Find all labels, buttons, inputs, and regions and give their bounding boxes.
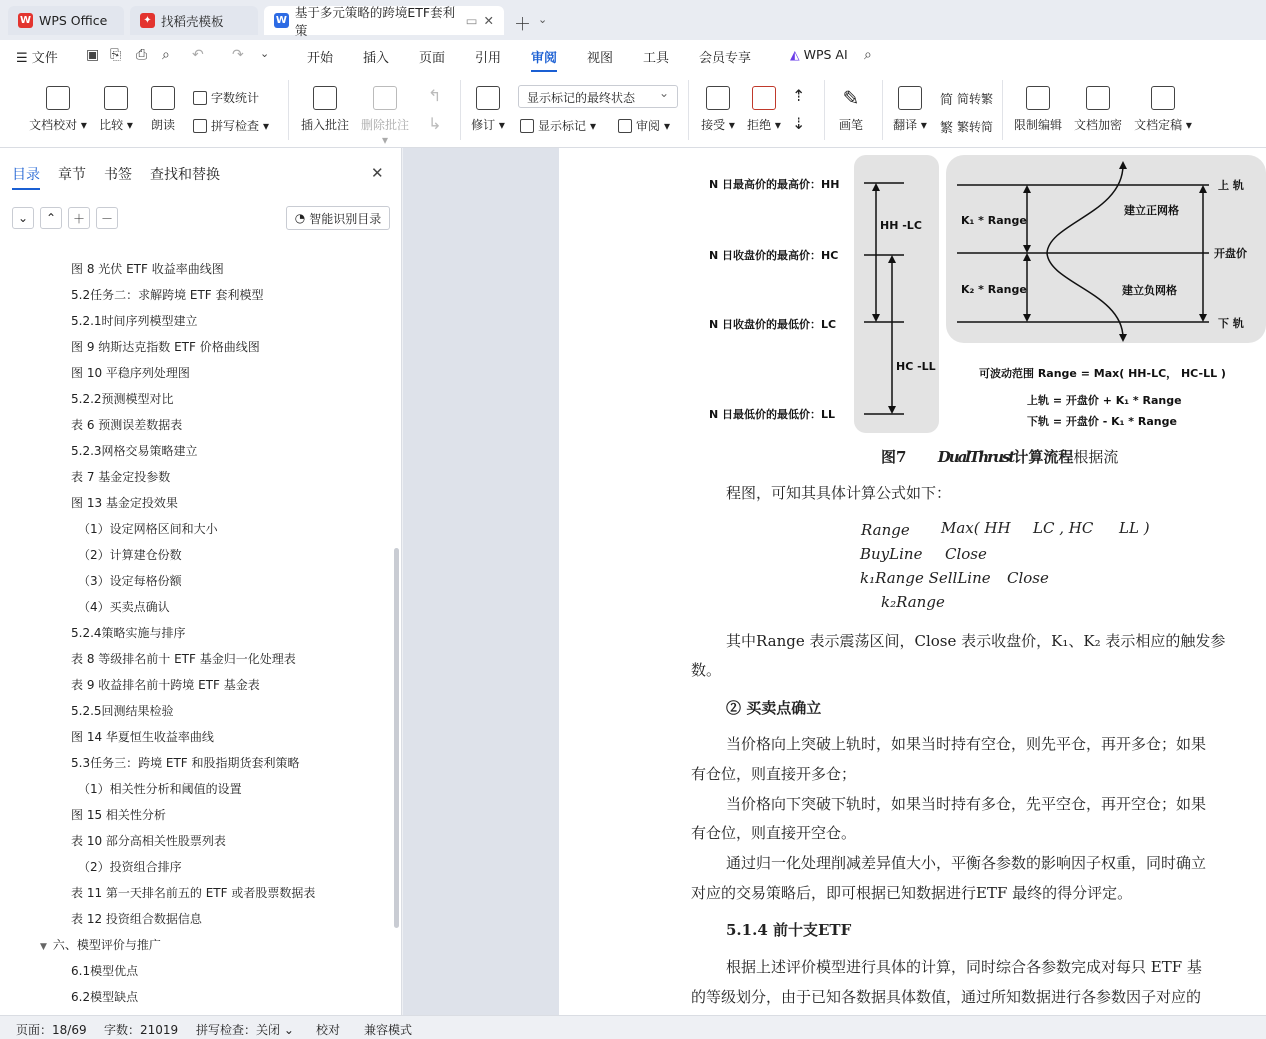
previous-change-icon[interactable]: ⇡ [792, 86, 806, 105]
insert-comment-button[interactable]: 插入批注 [300, 86, 350, 133]
toc-item-label: 5.2.2预测模型对比 [71, 392, 174, 406]
toc-item[interactable] [71, 988, 138, 1005]
ribbon-separator [460, 80, 461, 140]
doc-proof-button[interactable]: 文档校对 ▾ [28, 86, 88, 133]
close-tab-icon[interactable]: ✕ [483, 13, 494, 28]
to-simplified-icon: 繁 [940, 121, 954, 136]
paragraph: 对应的交易策略后，即可根据已知数据进行ETF 最终的得分评定。 [691, 884, 1133, 902]
formula-range: Range [861, 521, 910, 539]
show-markup-button[interactable]: 显示标记 ▾ [520, 117, 596, 134]
toc-item[interactable] [71, 624, 186, 641]
toc-item[interactable] [78, 546, 182, 563]
toc-item[interactable] [71, 702, 174, 719]
toc-item-label: 图 14 华夏恒生收益率曲线 [71, 730, 214, 744]
menu-review[interactable]: 审阅 [531, 47, 557, 66]
toc-item[interactable] [71, 260, 224, 277]
compat-mode-status: 兼容模式 [364, 1023, 413, 1037]
show-markup-icon [520, 119, 534, 133]
paragraph: 当价格向下突破下轨时，如果当时持有多仓，先平空仓，再开空仓；如果 [726, 795, 1207, 813]
next-comment-icon[interactable]: ↳ [428, 114, 442, 133]
label-buy-grid: 建立正网格 [1124, 204, 1179, 217]
new-tab-icon[interactable]: ＋ [514, 15, 531, 35]
toc-item[interactable] [71, 338, 260, 355]
tab-toc[interactable]: 目录 [12, 164, 40, 184]
spell-check-icon [193, 119, 207, 133]
document-page[interactable] [559, 148, 1266, 1015]
label-ll: N 日最低价的最低价：LL [709, 408, 836, 421]
expand-triangle-icon[interactable]: ▼ [40, 942, 47, 952]
toc-item-label: （3）设定每格份额 [78, 574, 182, 588]
formula-ll: LL ) [1119, 519, 1150, 537]
simplified-to-traditional-button[interactable]: 简 简转繁 [940, 89, 993, 108]
toc-item[interactable] [71, 754, 300, 771]
add-heading-button[interactable] [68, 207, 90, 229]
menu-view[interactable]: 视图 [587, 51, 614, 66]
print-icon[interactable]: ⎙ [136, 47, 148, 63]
formula-close-1: Close [945, 545, 987, 563]
paragraph: 当价格向上突破上轨时，如果当时持有空仓，则先平仓，再开多仓；如果 [726, 735, 1207, 753]
toc-item-label: 表 9 收益排名前十跨境 ETF 基金表 [71, 678, 260, 692]
toc-item[interactable] [71, 676, 260, 693]
formula-close-2: Close [1007, 569, 1049, 587]
undo-icon[interactable]: ↶ [192, 47, 204, 63]
label-hh-lc: HH -LC [880, 219, 922, 232]
toc-item-label: 6.1模型优点 [71, 964, 139, 978]
spell-check-status[interactable]: 拼写检查：关闭 ⌄ [196, 1023, 294, 1037]
save-icon[interactable]: ▣ [86, 47, 100, 63]
toc-item[interactable] [71, 806, 166, 823]
toc-item-label: 5.2任务二：求解跨境 ETF 套利模型 [71, 288, 264, 302]
compare-icon [104, 86, 128, 110]
toc-item-label: 图 8 光伏 ETF 收益率曲线图 [71, 262, 224, 276]
toc-item-label: 六、模型评价与推广 [52, 938, 161, 952]
toc-item-label: 表 8 等级排名前十 ETF 基金归一化处理表 [71, 652, 296, 666]
file-menu[interactable]: ☰ 文件 [16, 51, 58, 66]
finalize-icon [1151, 86, 1175, 110]
toc-item[interactable] [71, 884, 315, 901]
insert-comment-icon [313, 86, 337, 110]
smart-toc-icon: ◔ [294, 211, 306, 225]
label-hc-ll: HC -LL [896, 360, 936, 373]
proof-status[interactable]: 校对 [316, 1023, 341, 1037]
tab-label: 找稻壳模板 [161, 13, 224, 29]
search-icon[interactable]: ⌕ [864, 47, 872, 63]
menu-page[interactable]: 页面 [419, 51, 446, 66]
restrict-edit-icon [1026, 86, 1050, 110]
wps-logo-icon: W [19, 15, 32, 26]
tab-wps-office[interactable] [8, 6, 124, 35]
encrypt-icon [1086, 86, 1110, 110]
tab-docer-templates[interactable] [130, 6, 258, 35]
dual-thrust-figure [699, 148, 1266, 438]
lower-formula: 下轨 = 开盘价 - K₁ * Range [1027, 415, 1177, 428]
toc-item[interactable] [78, 520, 218, 537]
ribbon-separator [882, 80, 883, 140]
doc-proof-icon [46, 86, 70, 110]
delete-comment-button[interactable]: 删除批注 ▾ [360, 86, 410, 147]
finalize-button[interactable]: 文档定稿 ▾ [1132, 86, 1194, 133]
accept-icon [706, 86, 730, 110]
label-lower: 下 轨 [1218, 317, 1244, 330]
formula-k2range: k₂Range [881, 593, 945, 611]
close-pane-icon[interactable]: ✕ [371, 164, 384, 182]
to-traditional-icon: 简 [940, 93, 954, 108]
formula-sellline: k₁Range SellLine [860, 569, 991, 587]
label-k1: K₁ * Range [961, 214, 1027, 227]
toc-item[interactable] [71, 910, 202, 927]
toc-item[interactable] [71, 832, 226, 849]
menu-references[interactable]: 引用 [475, 51, 502, 66]
range-formula: 可波动范围 Range = Max( HH-LC， HC-LL ) [979, 367, 1226, 380]
paragraph: 程图，可知其具体计算公式如下： [726, 484, 952, 502]
toc-item[interactable] [71, 312, 198, 329]
previous-comment-icon[interactable]: ↰ [428, 86, 442, 105]
toc-item[interactable] [71, 650, 296, 667]
label-hh: N 日最高价的最高价：HH [709, 178, 840, 191]
label-upper: 上 轨 [1218, 179, 1244, 192]
markup-state-select[interactable]: 显示标记的最终状态 ⌄ [518, 85, 678, 108]
paragraph: 数。 [691, 661, 722, 679]
toc-item[interactable] [71, 416, 182, 433]
upper-formula: 上轨 = 开盘价 + K₁ * Range [1027, 394, 1182, 407]
collapse-up-button[interactable] [40, 207, 62, 229]
section-heading: 5.1.4 前十支ETF [726, 921, 852, 939]
toc-item-label: 6.2模型缺点 [71, 990, 139, 1004]
toc-scrollbar[interactable] [394, 548, 399, 928]
toc-item[interactable] [78, 598, 170, 615]
paragraph: 根据上述评价模型进行具体的计算，同时综合各参数完成对每只 ETF 基 [726, 958, 1202, 976]
toc-item[interactable] [71, 494, 178, 511]
label-sell-grid: 建立负网格 [1122, 284, 1177, 297]
menu-insert[interactable]: 插入 [363, 51, 390, 66]
translate-icon [898, 86, 922, 110]
toc-item-label: （1）相关性分析和阈值的设置 [78, 782, 242, 796]
writer-doc-icon: W [275, 15, 287, 26]
toc-item[interactable] [71, 962, 138, 979]
tab-current-document[interactable] [264, 4, 504, 38]
wps-ai-button[interactable]: ◭ WPS AI [790, 47, 848, 62]
toc-item-label: 图 15 相关性分析 [71, 808, 166, 822]
print-preview-icon[interactable]: ⌕ [162, 47, 170, 63]
docer-icon: ✦ [140, 13, 155, 28]
toc-item[interactable] [71, 442, 198, 459]
restrict-edit-button[interactable]: 限制编辑 [1012, 86, 1064, 133]
toc-item-label: 表 11 第一天排名前五的 ETF 或者股票数据表 [71, 886, 316, 900]
revise-button[interactable]: 修订 ▾ [470, 86, 506, 133]
toc-item-label: 图 9 纳斯达克指数 ETF 价格曲线图 [71, 340, 260, 354]
traditional-to-simplified-button[interactable]: 繁 繁转简 [940, 117, 993, 136]
translate-button[interactable]: 翻译 ▾ [892, 86, 928, 133]
menu-home[interactable]: 开始 [307, 51, 334, 66]
ribbon-separator [1002, 80, 1003, 140]
label-k2: K₂ * Range [961, 283, 1027, 296]
paragraph: 有仓位，则直接开空仓。 [691, 824, 857, 842]
toc-item[interactable] [71, 390, 174, 407]
paragraph: 有仓位，则直接开多仓； [691, 765, 857, 783]
read-aloud-icon [151, 86, 175, 110]
pen-button[interactable]: ✎ 画笔 [838, 86, 863, 132]
pen-icon: ✎ [842, 86, 860, 110]
toc-item[interactable] [71, 364, 190, 381]
menu-bar [0, 40, 1266, 72]
toc-item-label: 图 10 平稳序列处理图 [71, 366, 190, 380]
label-hc: N 日收盘价的最高价：HC [709, 249, 839, 262]
minus-icon: － [100, 211, 113, 226]
word-count-button[interactable]: 字数统计 [193, 89, 259, 106]
word-count-icon [193, 91, 207, 105]
toc-item-label: 5.3任务三：跨境 ETF 和股指期货套利策略 [71, 756, 300, 770]
tab-bookmarks[interactable]: 书签 [104, 167, 132, 183]
chevron-down-icon: ⌄ [17, 211, 29, 225]
plus-icon: ＋ [72, 211, 85, 226]
label-lc: N 日收盘价的最低价：LC [709, 318, 837, 331]
quick-access-more-icon[interactable]: ⌄ [260, 47, 270, 60]
toc-item-label: 表 6 预测误差数据表 [71, 418, 183, 432]
toc-item[interactable] [71, 468, 170, 485]
spell-check-button[interactable]: 拼写检查 ▾ [193, 117, 269, 134]
toc-item[interactable] [78, 858, 182, 875]
toc-item-label: 5.2.1时间序列模型建立 [71, 314, 198, 328]
tab-label: 基于多元策略的跨境ETF套利策 [294, 4, 456, 38]
word-count-indicator[interactable]: 字数：21019 [104, 1023, 179, 1037]
toc-item-label: （2）计算建仓份数 [78, 548, 182, 562]
paragraph: 通过归一化处理削减差异值大小，平衡各参数的影响因子权重，同时确立 [726, 854, 1207, 872]
accept-button[interactable]: 接受 ▾ [700, 86, 736, 133]
ribbon-separator [288, 80, 289, 140]
compare-button[interactable]: 比较 ▾ [98, 86, 134, 133]
ribbon-separator [824, 80, 825, 140]
paragraph: 其中Range 表示震荡区间，Close 表示收盘价，K₁、K₂ 表示相应的触发参 [726, 632, 1226, 650]
delete-comment-icon [373, 86, 397, 110]
toc-item[interactable] [40, 936, 161, 953]
toc-item[interactable] [71, 728, 214, 745]
monitor-icon: ▭ [465, 13, 478, 28]
status-bar [0, 1015, 1266, 1039]
section-heading: ② 买卖点确立 [726, 699, 822, 717]
review-pane-icon [618, 119, 632, 133]
figure-caption: 图7 DualThrust计算流程根据流 [881, 448, 1119, 466]
formula-max: Max( HH [941, 519, 1011, 537]
toc-item-label: 表 10 部分高相关性股票列表 [71, 834, 226, 848]
encrypt-button[interactable]: 文档加密 [1072, 86, 1124, 133]
tab-label: WPS Office [39, 13, 108, 28]
figure-left-panel [854, 155, 939, 433]
export-icon[interactable]: ⎘ [110, 47, 122, 63]
toc-item-label: 5.2.3网格交易策略建立 [71, 444, 198, 458]
toc-item-label: 表 7 基金定投参数 [71, 470, 171, 484]
toc-item-label: 5.2.4策略实施与排序 [71, 626, 186, 640]
menu-tools[interactable]: 工具 [643, 51, 670, 66]
toc-item-label: （2）投资组合排序 [78, 860, 182, 874]
tab-bar [0, 0, 1266, 40]
toc-item[interactable] [71, 286, 264, 303]
smart-toc-button[interactable]: ◔ 智能识别目录 [286, 206, 390, 230]
review-pane-button[interactable]: 审阅 ▾ [618, 117, 670, 134]
wps-ai-icon: ◭ [790, 47, 800, 62]
navigation-pane [0, 148, 402, 1015]
tab-chapters[interactable]: 章节 [58, 167, 86, 183]
read-aloud-button[interactable]: 朗读 [148, 86, 178, 133]
redo-icon[interactable]: ↷ [232, 47, 244, 63]
collapse-down-button[interactable] [12, 207, 34, 229]
document-margin-area [403, 148, 559, 1015]
reject-button[interactable]: 拒绝 ▾ [746, 86, 782, 133]
remove-heading-button[interactable] [96, 207, 118, 229]
toc-item-label: 5.2.5回测结果检验 [71, 704, 174, 718]
revise-icon [476, 86, 500, 110]
chevron-down-icon[interactable]: ⌄ [538, 13, 548, 26]
toc-item-label: （1）设定网格区间和大小 [78, 522, 218, 536]
toc-item-label: （4）买卖点确认 [78, 600, 170, 614]
toc-item-label: 表 12 投资组合数据信息 [71, 912, 202, 926]
tab-find-replace[interactable]: 查找和替换 [150, 167, 220, 183]
toc-item-label: 图 13 基金定投效果 [71, 496, 178, 510]
toc-item[interactable] [78, 780, 242, 797]
page-indicator[interactable]: 页面：18/69 [16, 1023, 87, 1037]
menu-member[interactable]: 会员专享 [699, 51, 752, 66]
formula-buyline: BuyLine [860, 545, 923, 563]
paragraph: 的等级划分，由于已知各数据具体数值，通过所知数据进行各参数因子对应的 [691, 988, 1202, 1006]
reject-icon [752, 86, 776, 110]
label-open: 开盘价 [1214, 247, 1247, 260]
ribbon-separator [688, 80, 689, 140]
formula-lc-hc: LC , HC [1033, 519, 1094, 537]
chevron-up-icon: ⌃ [45, 211, 57, 225]
toc-item[interactable] [78, 572, 182, 589]
next-change-icon[interactable]: ⇣ [792, 114, 806, 133]
review-ribbon [0, 72, 1266, 148]
